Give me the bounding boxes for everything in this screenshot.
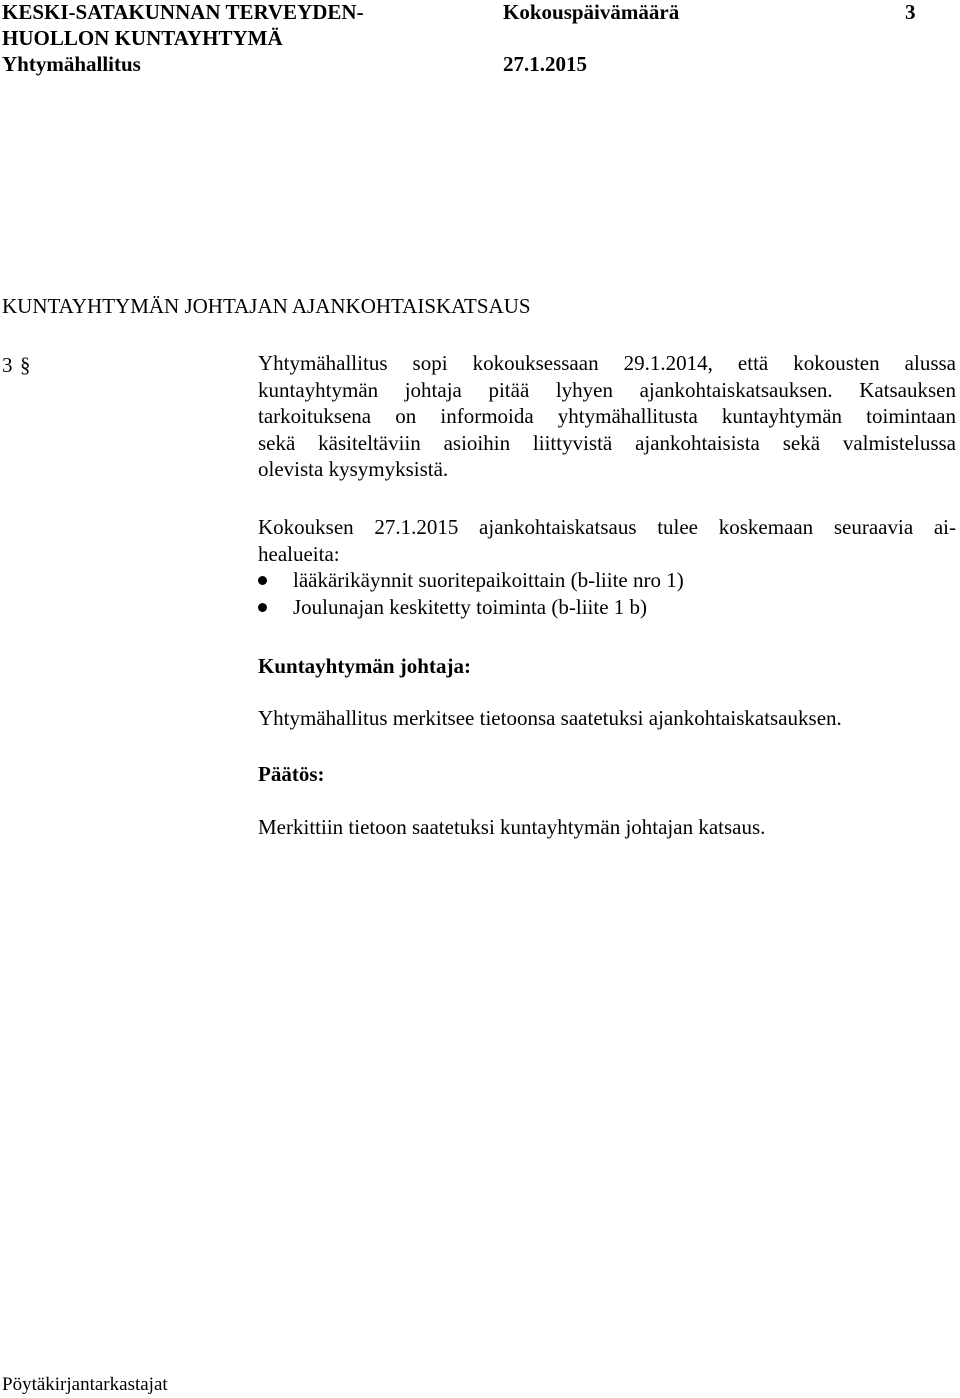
bullet-icon <box>258 603 267 612</box>
minutes-checkers-label: Pöytäkirjantarkastajat <box>2 1374 168 1395</box>
organization-name-line2: HUOLLON KUNTAYHTYMÄ <box>2 26 283 50</box>
meeting-date-label: Kokouspäivämäärä <box>503 0 680 24</box>
intro-paragraph <box>258 350 956 483</box>
bullet-icon <box>258 576 267 585</box>
paragraph-line: sekä käsiteltäviin asioihin liittyvistä ajankohtaisista sekä valmistelussa <box>258 430 956 455</box>
section-sign: § <box>20 353 31 377</box>
governing-body-name: Yhtymähallitus <box>2 52 141 76</box>
paragraph-line: tarkoituksena on informoida yhtymähallitusta kuntayhtymän toimintaan <box>258 404 956 428</box>
page-number: 3 <box>905 0 916 24</box>
paragraph-line: healueita: <box>258 541 340 566</box>
section-number: 3 <box>2 353 13 377</box>
list-item-text: Joulunajan keskitetty toiminta (b-liite 1 b) <box>293 595 648 619</box>
decision-heading: Päätös: <box>258 762 325 786</box>
director-proposal-heading: Kuntayhtymän johtaja: <box>258 654 471 678</box>
topics-list <box>258 567 684 621</box>
topics-paragraph <box>258 514 956 567</box>
meeting-date-value: 27.1.2015 <box>503 52 587 76</box>
paragraph-line: kuntayhtymän johtaja pitää lyhyen ajankohtaiskatsauksen. Katsauksen <box>258 377 956 402</box>
organization-name-line1: KESKI-SATAKUNNAN TERVEYDEN- <box>2 0 364 24</box>
paragraph-line: olevista kysymyksistä. <box>258 457 449 481</box>
paragraph-line: Yhtymähallitus sopi kokouksessaan 29.1.2014, että kokousten alussa <box>258 351 956 375</box>
director-proposal-text: Yhtymähallitus merkitsee tietoonsa saatetuksi ajankohtaiskatsauksen. <box>258 706 842 730</box>
paragraph-line: Kokouksen 27.1.2015 ajankohtaiskatsaus tulee koskemaan seuraavia ai- <box>258 515 956 539</box>
section-title: KUNTAYHTYMÄN JOHTAJAN AJANKOHTAISKATSAUS <box>2 294 531 318</box>
list-item-text: lääkärikäynnit suoritepaikoittain (b-liite nro 1) <box>293 568 684 592</box>
list-item <box>258 594 684 621</box>
list-item <box>258 567 684 594</box>
decision-text: Merkittiin tietoon saatetuksi kuntayhtymän johtajan katsaus. <box>258 815 766 839</box>
